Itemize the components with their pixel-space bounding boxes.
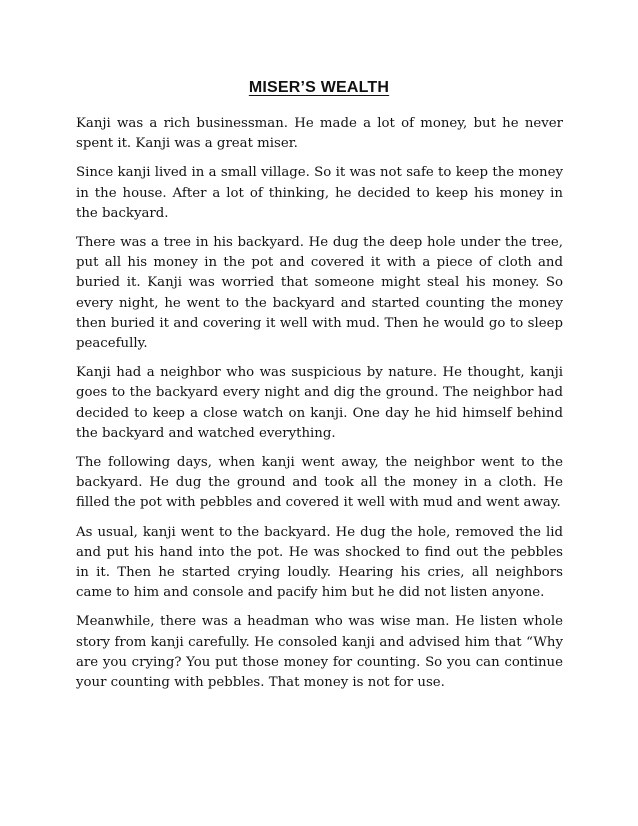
paragraph-1: Kanji was a rich businessman. He made a lot of money, but he never spent it. Kanji was a great miser. bbox=[76, 116, 563, 152]
paragraph-3: There was a tree in his backyard. He dug the deep hole under the tree, put all his money in the pot and covered it with a piece of cloth and buried it. Kanji was worried that someone might steal his money. So every night, he went to the backyard and started counting the money then buried it and covering it well with mud. Then he would go to sleep peacefully. bbox=[76, 235, 563, 352]
paragraph-7: Meanwhile, there was a headman who was wise man. He listen whole story from kanji carefully. He consoled kanji and advised him that “Why are you crying? You put those money for counting. So you can continue your counting with pebbles. That money is not for use. bbox=[76, 614, 563, 691]
paragraph-4: Kanji had a neighbor who was suspicious by nature. He thought, kanji goes to the backyard every night and dig the ground. The neighbor had decided to keep a close watch on kanji. One day he hid himself behind the backyard and watched everything. bbox=[76, 365, 563, 441]
paragraph-2: Since kanji lived in a small village. So it was not safe to keep the money in the house. After a lot of thinking, he decided to keep his money in the backyard. bbox=[76, 165, 563, 221]
story-body bbox=[76, 114, 563, 702]
document-title: MISER’S WEALTH bbox=[248, 79, 390, 96]
paragraph-5: The following days, when kanji went away, the neighbor went to the backyard. He dug the ground and took all the money in a cloth. He filled the pot with pebbles and covered it well with mud and went away. bbox=[76, 455, 563, 511]
paragraph-6: As usual, kanji went to the backyard. He dug the hole, removed the lid and put his hand into the pot. He was shocked to find out the pebbles in it. Then he started crying loudly. Hearing his cries, all neighbors came to him and console and pacify him but he did not listen anyone. bbox=[76, 524, 563, 601]
